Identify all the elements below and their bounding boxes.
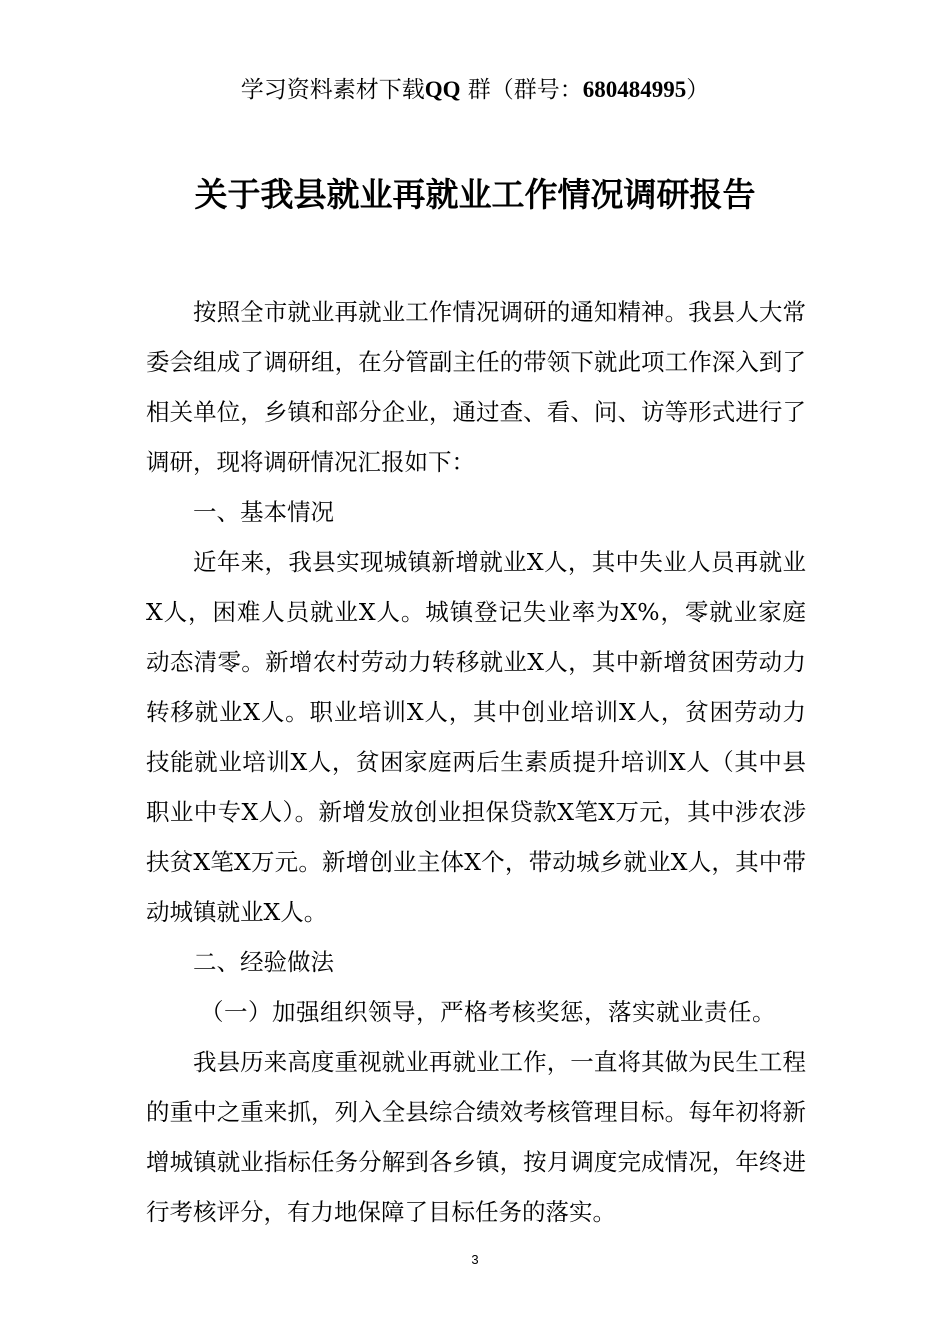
header-prefix: 学习资料素材下载 [240,77,425,103]
section-2-heading: 二、经验做法 [193,948,334,976]
page-header [0,74,950,106]
document-title: 关于我县就业再就业工作情况调研报告 [194,175,756,214]
section-1-paragraph: 近年来，我县实现城镇新增就业X人，其中失业人员再就业X人，困难人员就业X人。城镇登记失业率为X%，零就业家庭动态清零。新增农村劳动力转移就业X人，其中新增贫困劳动力转移就业X人。职业培训X人，其中创业培训X人，贫困劳动力技能就业培训X人，贫困家庭两后生素质提升培训X人（其中县职业中专X人）。新增发放创业担保贷款X笔X万元，其中涉农涉扶贫X笔X万元。新增创业主体X个，带动城乡就业X人，其中带动城镇就业X人。 [146,548,806,926]
header-qq: QQ [424,77,461,102]
section-2-subheading: （一）加强组织领导，严格考核奖惩，落实就业责任。 [200,998,777,1026]
header-suffix: ） [686,77,710,103]
header-mid: 群（群号： [460,77,583,103]
document-body [146,287,806,1237]
page-number: 3 [471,1252,479,1267]
section-2-paragraph: 我县历来高度重视就业再就业工作，一直将其做为民生工程的重中之重来抓，列入全县综合绩效考核管理目标。每年初将新增城镇就业指标任务分解到各乡镇，按月调度完成情况，年终进行考核评分，有力地保障了目标任务的落实。 [146,1048,806,1226]
intro-paragraph: 按照全市就业再就业工作情况调研的通知精神。我县人大常委会组成了调研组，在分管副主任的带领下就此项工作深入到了相关单位，乡镇和部分企业，通过查、看、问、访等形式进行了调研，现将调研情况汇报如下： [146,298,806,476]
header-group-number: 680484995 [582,77,687,102]
section-1-heading: 一、基本情况 [193,498,334,526]
